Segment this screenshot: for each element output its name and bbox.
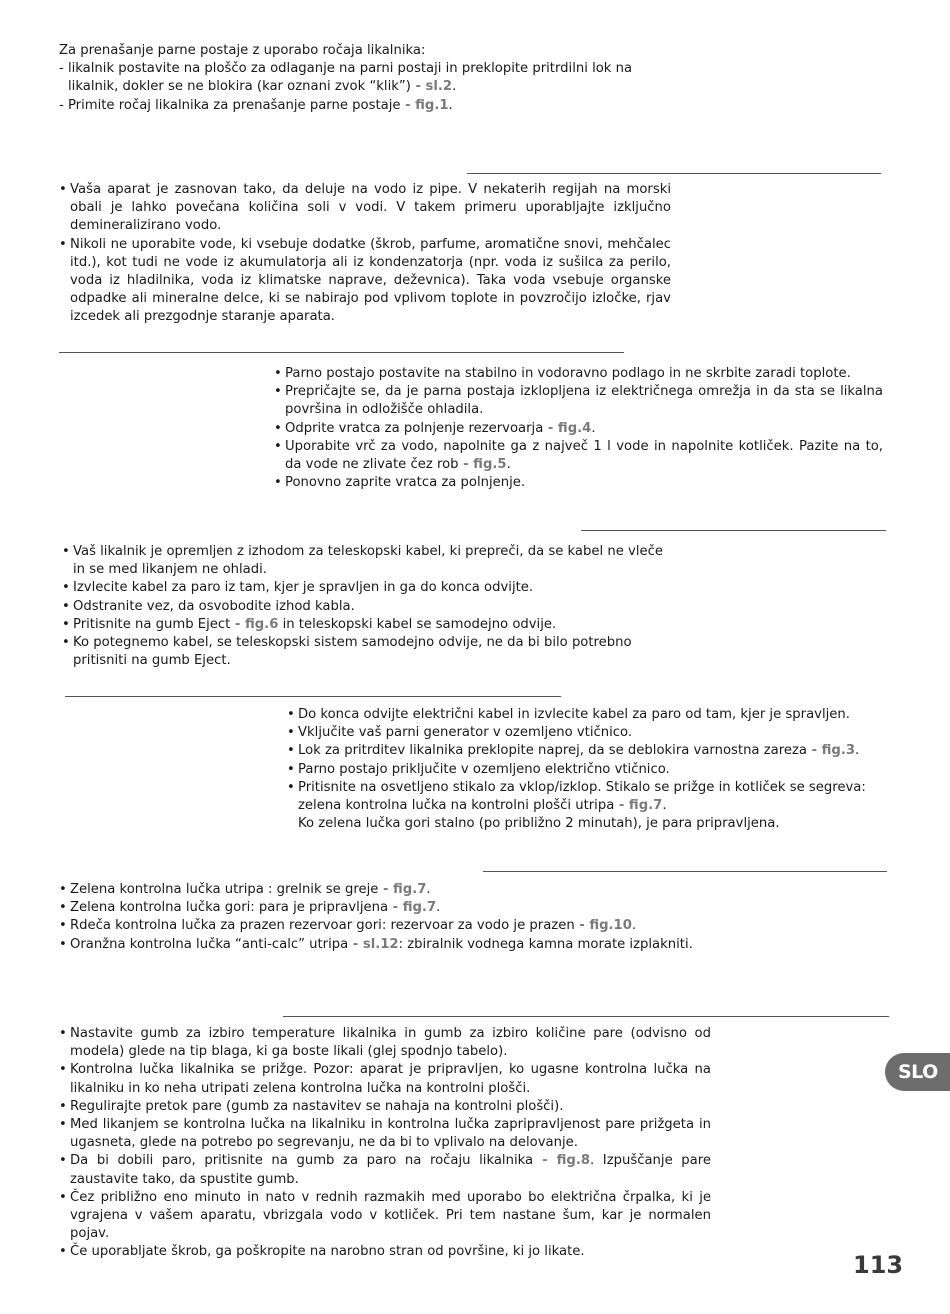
list-item: • Pritisnite na osvetljeno stikalo za vklop/izklop. Stikalo se prižge in kotliček se segreva: zelena kontrolna lučka na kontrolni plošči utripa - fig.7. (287, 779, 887, 815)
list-item: • Do konca odvijte električni kabel in izvlecite kabel za paro od tam, kjer je spravljen. (287, 706, 887, 724)
list-item: • Nikoli ne uporabite vode, ki vsebuje dodatke (škrob, parfume, aromatične snovi, mehčalec itd.), kot tudi ne vode iz akumulatorja ali iz kondenzatorja (npr. voda iz sušilca za perilo, voda iz hladilnika, voda iz klimatske naprave, deževnica). Taka voda vsebuje organske odpadke ali mineralne delce, ki se nabirajo pod vplivom toplote in povzročijo izločke, rjav izcedek ali prezgodnje staranje aparata. (59, 236, 671, 327)
list-item: • Da bi dobili paro, pritisnite na gumb za paro na ročaju likalnika - fig.8. Izpuščanje pare zaustavite tako, da spustite gumb. (59, 1152, 711, 1188)
fig-ref: - fig.4 (543, 420, 592, 436)
list-item: • Kontrolna lučka likalnika se prižge. Pozor: aparat je pripravljen, ko ugasne kontrolna lučka na likalniku in ko neha utripati zelena kontrolna lučka na kontrolni plošči. (59, 1061, 711, 1097)
list-item: • Prepričajte se, da je parna postaja izklopljena iz električnega omrežja in da sta se likalna površina in odložišče ohladila. (274, 383, 883, 419)
lights-section (59, 881, 699, 954)
fig-ref: - sl.2 (410, 79, 453, 95)
list-item: • Pritisnite na gumb Eject - fig.6 in teleskopski kabel se samodejno odvije. (62, 616, 676, 634)
list-item: • Odprite vratca za polnjenje rezervoarja - fig.4. (274, 420, 883, 438)
list-item: • Oranžna kontrolna lučka “anti-calc” utripa - sl.12: zbiralnik vodnega kamna morate izplakniti. (59, 936, 699, 954)
list-item: • Vaša aparat je zasnovan tako, da deluje na vodo iz pipe. V nekaterih regijah na morski obali je lahko povečana količina soli v vodi. V takem primeru uporabljajte izključno demineralizirano vodo. (59, 181, 671, 236)
fig-ref: - fig.3 (806, 743, 856, 759)
list-item: • Čez približno eno minuto in nato v rednih razmakih med uporabo bo električna črpalka, ki je vgrajena v vašem aparatu, vbrizgala vodo v kotliček. Pri tem nastane šum, kar je normalen pojav. (59, 1189, 711, 1244)
fig-ref: - fig.7 (614, 798, 663, 814)
list-item: • Rdeča kontrolna lučka za prazen rezervoar gori: rezervoar za vodo je prazen - fig.10. (59, 917, 699, 935)
section-rule (581, 530, 886, 531)
list-item: • Vaš likalnik je opremljen z izhodom za teleskopski kabel, ki prepreči, da se kabel ne vleče in se med likanjem ne ohladi. (62, 543, 676, 579)
list-item: • Če uporabljate škrob, ga poškropite na narobno stran od površine, ki jo likate. (59, 1243, 711, 1261)
cable-section (62, 543, 676, 670)
fig-ref: - sl.12 (348, 936, 399, 952)
fig-ref: - fig.8 (533, 1153, 590, 1169)
list-item: • Ko potegnemo kabel, se teleskopski sistem samodejno odvije, ne da bi bilo potrebno pritisniti na gumb Eject. (62, 634, 676, 670)
startup-section (287, 706, 887, 833)
list-item: • Zelena kontrolna lučka gori: para je pripravljena - fig.7. (59, 899, 699, 917)
fig-ref: - fig.10 (574, 918, 632, 934)
fig-ref: - fig.7 (378, 882, 427, 897)
section-rule (483, 871, 887, 872)
list-item: • Odstranite vez, da osvobodite izhod kabla. (62, 598, 676, 616)
list-item: • Ponovno zaprite vratca za polnjenje. (274, 474, 883, 492)
list-item: • Vključite vaš parni generator v ozemljeno vtičnico. (287, 724, 887, 742)
fig-ref: - fig.5 (458, 457, 507, 473)
list-item: • Regulirajte pretok pare (gumb za nastavitev se nahaja na kontrolni plošči). (59, 1098, 711, 1116)
startup-note: Ko zelena lučka gori stalno (po približno 2 minutah), je para pripravljena. (298, 816, 780, 832)
list-item: • Uporabite vrč za vodo, napolnite ga z največ 1 l vode in napolnite kotliček. Pazite na to, da vode ne zlivate čez rob - fig.5. (274, 438, 883, 474)
language-tab: SLO (885, 1053, 950, 1091)
ironing-section (59, 1025, 711, 1262)
list-item: • Parno postajo postavite na stabilno in vodoravno podlago in ne skrbite zaradi toplote. (274, 365, 883, 383)
page-number: 113 (853, 1251, 904, 1279)
water-section (59, 181, 671, 327)
fill-section (274, 365, 883, 492)
section-rule (65, 696, 561, 697)
list-item: • Parno postajo priključite v ozemljeno električno vtičnico. (287, 761, 887, 779)
fig-ref: - fig.6 (230, 616, 279, 632)
carry-section (59, 42, 679, 115)
fig-ref: - fig.7 (388, 900, 437, 916)
list-item: • Nastavite gumb za izbiro temperature likalnika in gumb za izbiro količine pare (odvisno od modela) glede na tip blaga, ki ga boste likali (glej spodnjo tabelo). (59, 1025, 711, 1061)
carry-step-2: - Primite ročaj likalnika za prenašanje parne postaje - fig.1. (59, 97, 453, 113)
list-item: • Lok za pritrditev likalnika preklopite naprej, da se deblokira varnostna zareza - fig.3. (287, 742, 887, 760)
carry-step-1: - likalnik postavite na ploščo za odlaganje na parni postaji in preklopite pritrdilni lok na likalnik, dokler se ne blokira (kar oznani zvok “klik”) - sl.2. (59, 61, 633, 95)
section-rule (59, 352, 624, 353)
list-item: • Zelena kontrolna lučka utripa : grelnik se greje - fig.7. (59, 881, 699, 899)
fig-ref: - fig.1 (400, 97, 449, 113)
carry-intro: Za prenašanje parne postaje z uporabo ročaja likalnika: (59, 43, 426, 58)
section-rule (283, 1016, 889, 1017)
section-rule (467, 173, 881, 174)
list-item: • Med likanjem se kontrolna lučka na likalniku in kontrolna lučka zapripravljenost pare prižgeta in ugasneta, glede na potrebo po segrevanju, ne da bi to vplivalo na delovanje. (59, 1116, 711, 1152)
list-item: • Izvlecite kabel za paro iz tam, kjer je spravljen in ga do konca odvijte. (62, 579, 676, 597)
